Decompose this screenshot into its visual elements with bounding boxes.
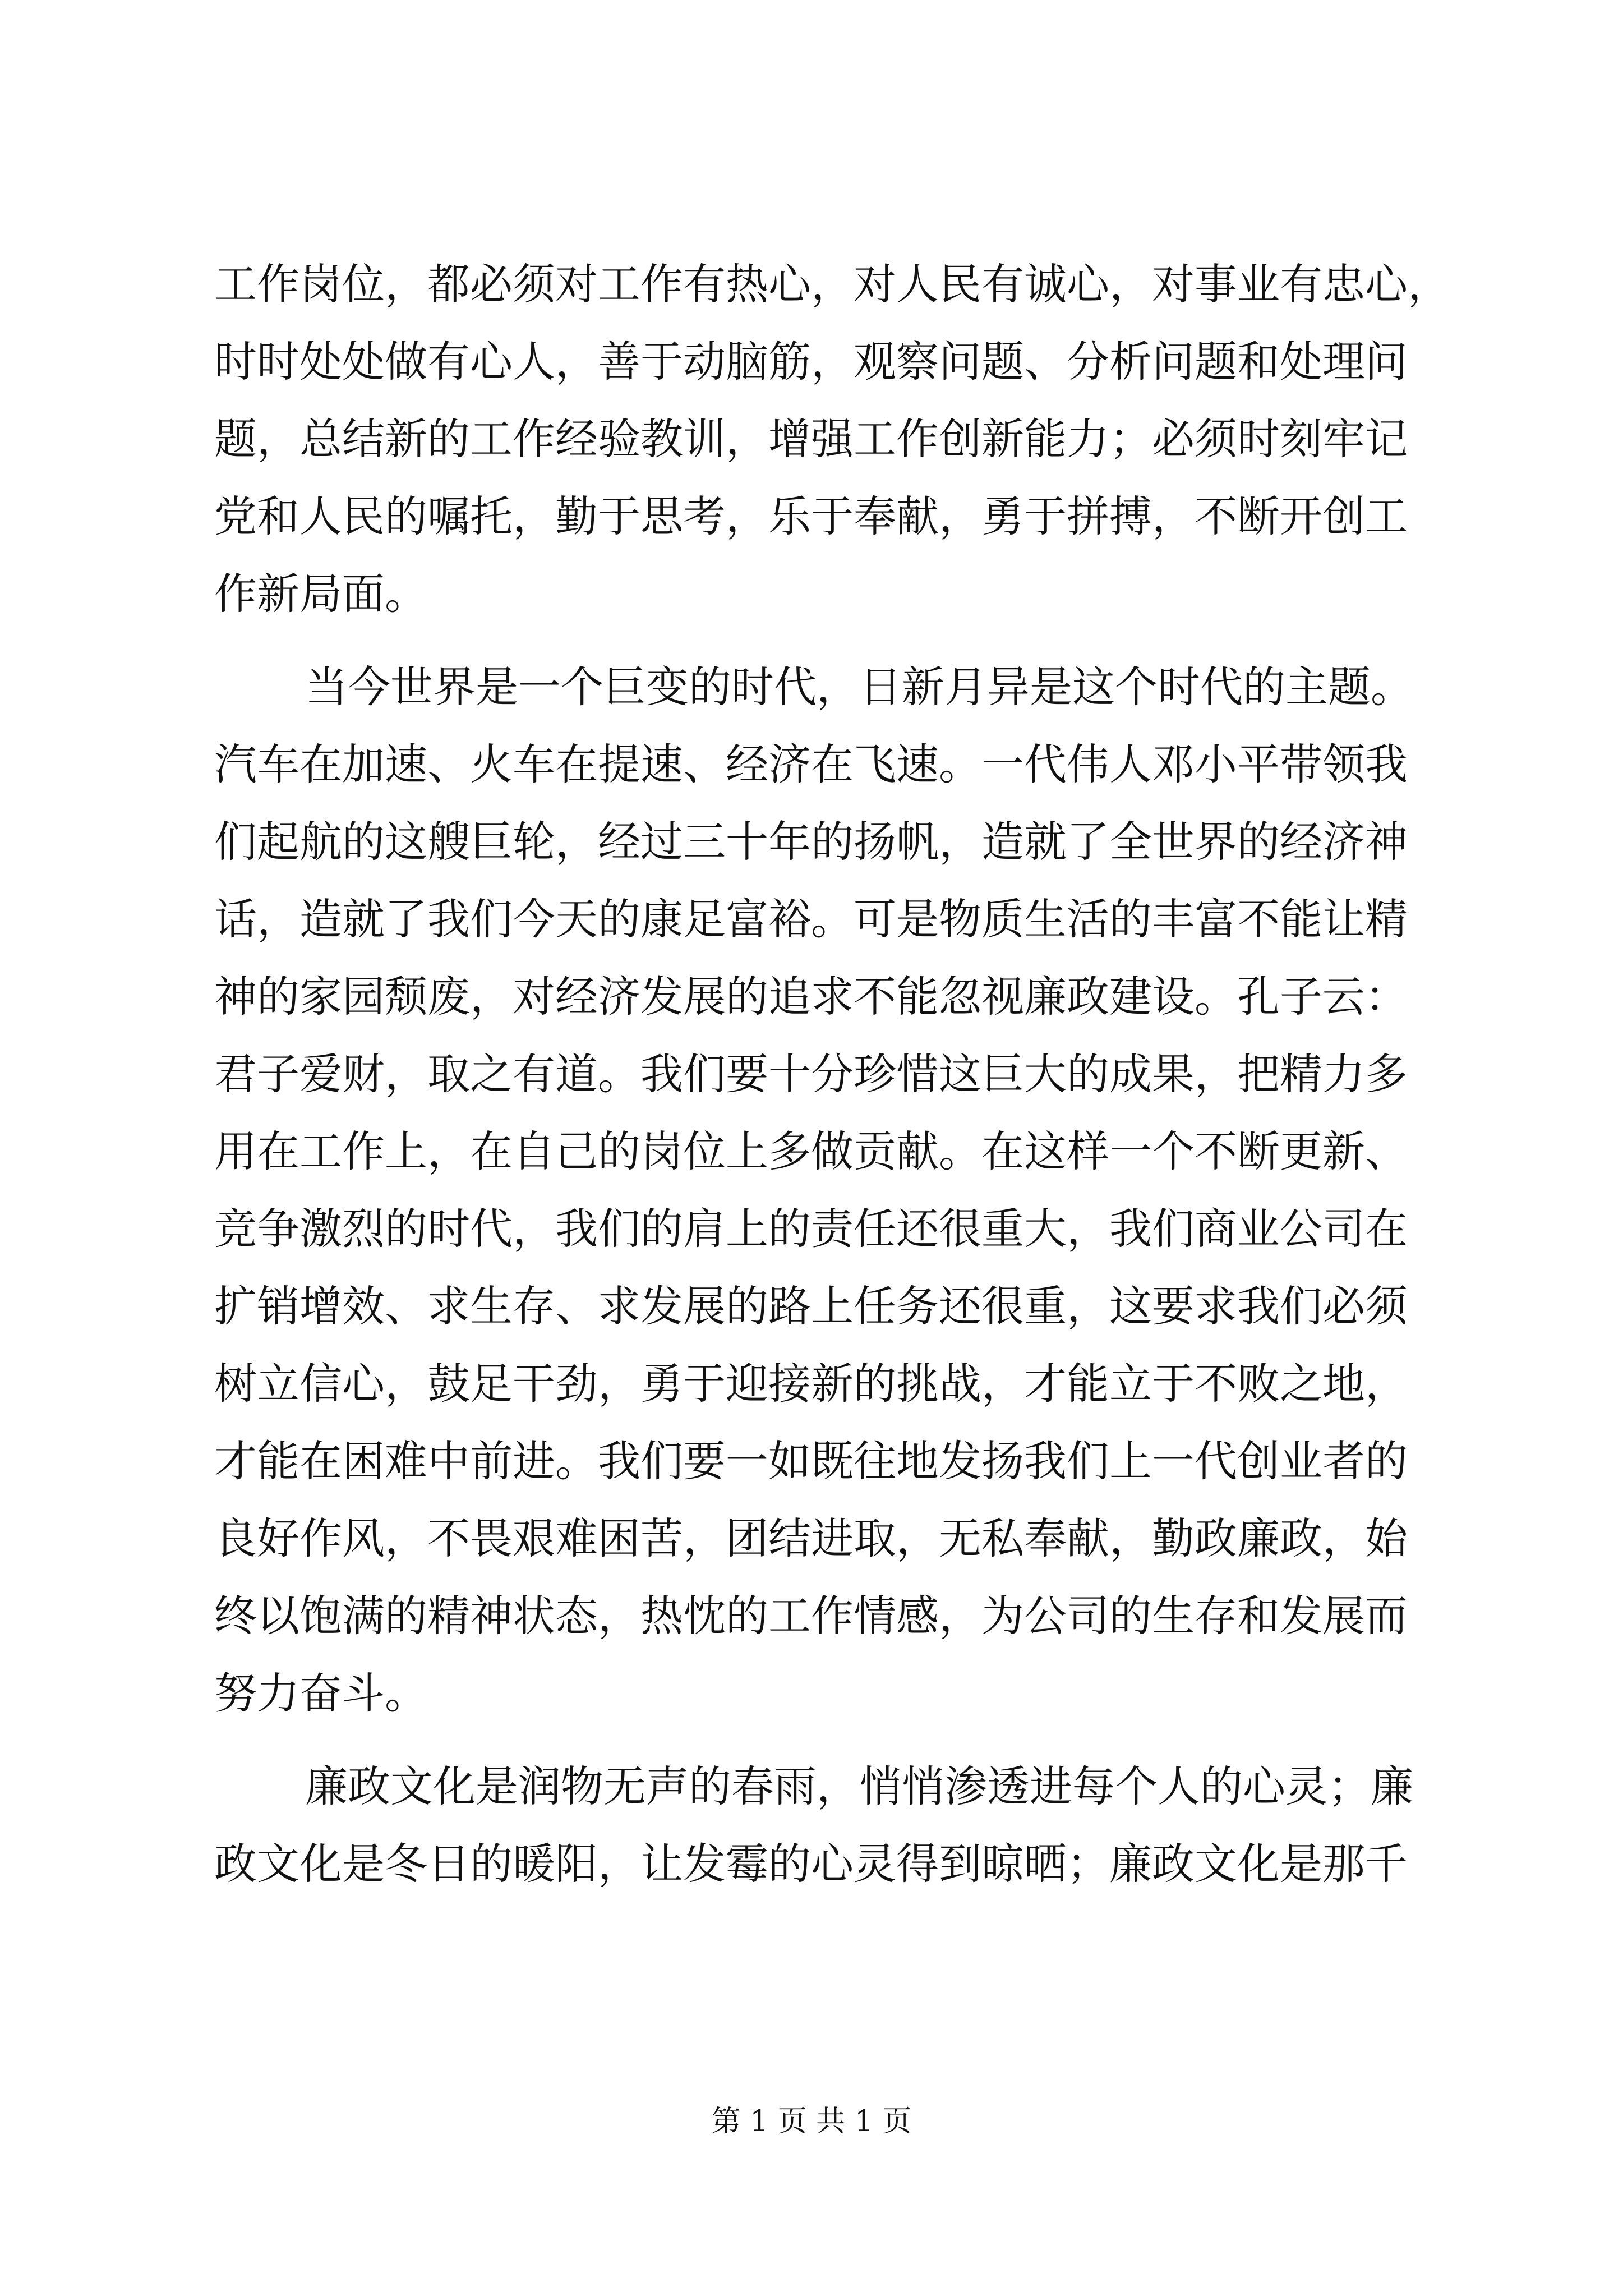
text-line: 用在工作上，在自己的岗位上多做贡献。在这样一个不断更新、	[214, 1126, 1408, 1176]
text-line: 树立信心，鼓足干劲，勇于迎接新的挑战，才能立于不败之地，	[214, 1359, 1408, 1409]
text-line: 当今世界是一个巨变的时代，日新月异是这个时代的主题。	[305, 662, 1413, 712]
text-line: 时时处处做有心人，善于动脑筋，观察问题、分析问题和处理问	[214, 337, 1408, 386]
page-footer: 第 1 页 共 1 页	[711, 2105, 912, 2138]
text-line: 汽车在加速、火车在提速、经济在飞速。一代伟人邓小平带领我	[214, 739, 1408, 789]
text-line: 题，总结新的工作经验教训，增强工作创新能力；必须时刻牢记	[214, 414, 1408, 464]
paragraph	[214, 246, 1450, 633]
text-line: 作新局面。	[214, 569, 427, 619]
text-line: 努力奋斗。	[214, 1668, 427, 1718]
text-line: 党和人民的嘱托，勤于思考，乐于奉献，勇于拼搏，不断开创工	[214, 491, 1408, 541]
text-line: 扩销增效、求生存、求发展的路上任务还很重，这要求我们必须	[214, 1281, 1408, 1331]
text-line: 才能在困难中前进。我们要一如既往地发扬我们上一代创业者的	[214, 1436, 1408, 1486]
text-line: 神的家园颓废，对经济发展的追求不能忽视廉政建设。孔子云：	[214, 972, 1408, 1022]
text-line: 工作岗位，都必须对工作有热心，对人民有诚心，对事业有忠心，	[214, 259, 1450, 309]
paragraph	[214, 648, 1426, 1732]
text-line: 们起航的这艘巨轮，经过三十年的扬帆，造就了全世界的经济神	[214, 817, 1408, 867]
text-line: 政文化是冬日的暖阳，让发霉的心灵得到晾晒；廉政文化是那千	[214, 1839, 1408, 1889]
text-line: 廉政文化是润物无声的春雨，悄悄渗透进每个人的心灵；廉	[305, 1761, 1413, 1811]
text-line: 君子爱财，取之有道。我们要十分珍惜这巨大的成果，把精力多	[214, 1049, 1408, 1099]
text-line: 话，造就了我们今天的康足富裕。可是物质生活的丰富不能让精	[214, 894, 1408, 944]
text-line: 良好作风，不畏艰难困苦，团结进取，无私奉献，勤政廉政，始	[214, 1513, 1408, 1563]
paragraph	[214, 1748, 1426, 1903]
document-body	[214, 246, 1450, 1903]
text-line: 终以饱满的精神状态，热忱的工作情感，为公司的生存和发展而	[214, 1591, 1408, 1641]
text-line: 竞争激烈的时代，我们的肩上的责任还很重大，我们商业公司在	[214, 1204, 1408, 1254]
